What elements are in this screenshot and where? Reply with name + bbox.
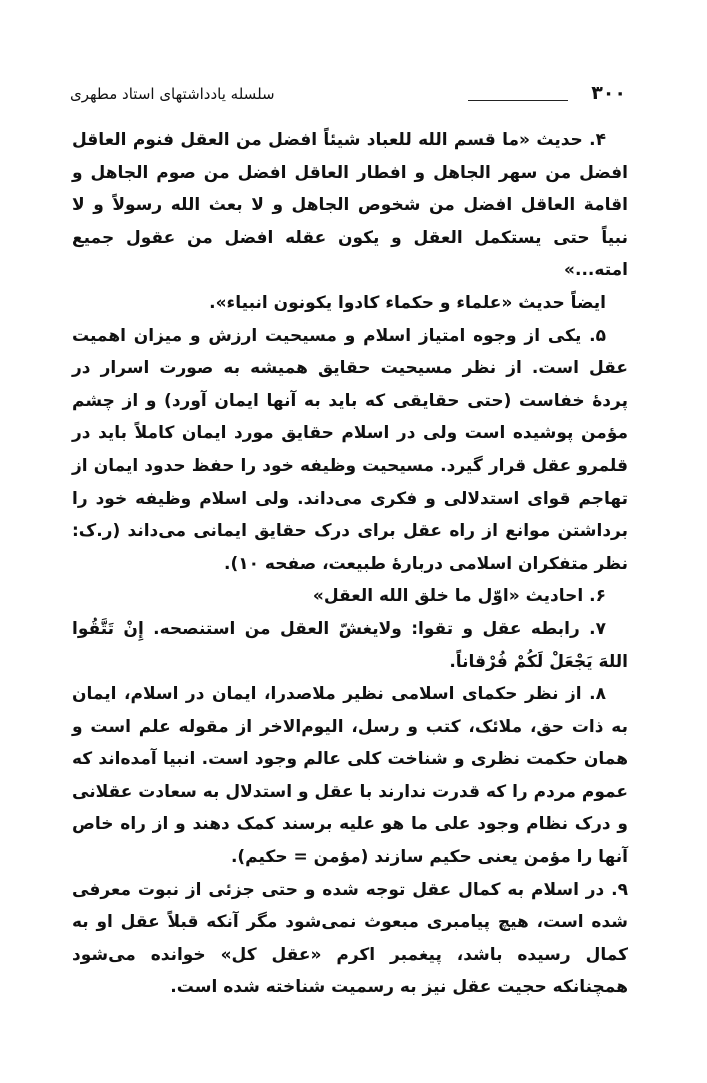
paragraph-item-4-hadith: ۴. حدیث «ما قسم الله للعباد شیئاً افضل من العقل فنوم العاقل افضل من سهر الجاهل و افطار العاقل افضل من صوم الجاهل و اقامة العاقل افضل من شخوص الجاهل و لا بعث الله رسولاً و لا نبیاً حتی یستکمل العقل و یکون عقله افضل من عقول جمیع امته...» bbox=[72, 130, 628, 281]
paragraph-item-9: ۹. در اسلام به کمال عقل توجه شده و حتی جزئی از نبوت معرفی شده است، هیچ پیامبری مبعوث نمی‌شود مگر آنکه قبلاً عقل او به کمال رسیده باشد، پیغمبر اکرم «عقل کل» خوانده می‌شود همچنانکه حجیت عقل نیز به رسمیت شناخته شده است. bbox=[72, 879, 628, 998]
paragraph-item-8: ۸. از نظر حکمای اسلامی نظیر ملاصدرا، ایمان در اسلام، ایمان به ذات حق، ملائک، کتب و رسل، الیوم‌الاخر از مقوله علم است و همان حکمت نظری و شناخت کلی عالم وجود است. انبیا آمده‌اند که عموم مردم را که قدرت ندارند با عقل و استدلال به سعادت عقلانی و درک نظام وجود علی ما هو علیه برسند کمک دهند و از راه خاص آنها را مؤمن یعنی حکیم سازند (مؤمن = حکیم). bbox=[72, 684, 628, 868]
page-number: ۳۰۰ bbox=[591, 82, 626, 104]
page-body bbox=[72, 124, 628, 1004]
paragraph-item-5: ۵. یکی از وجوه امتیاز اسلام و مسیحیت ارزش و میزان اهمیت عقل است. از نظر مسیحیت حقایق همیشه به صورت اسرار در پردهٔ خفاست (حتی حقایقی که باید به آنها ایمان آورد) و از چشم مؤمن پوشیده است ولی در اسلام حقایق مورد ایمان کاملاً باید در قلمرو عقل قرار گیرد. مسیحیت وظیفه خود را حفظ حدود ایمان از تهاجم قوای استدلالی و فکری می‌داند. ولی اسلام وظیفه خود را برداشتن موانع از راه عقل برای درک حقایق ایمانی می‌داند (ر.ک: نظر متفکران اسلامی دربارهٔ طبیعت، صفحه ۱۰). bbox=[72, 325, 628, 574]
page-header bbox=[70, 84, 626, 110]
header-rule bbox=[468, 100, 568, 101]
paragraph-item-6: ۶. احادیث «اوّل ما خلق الله العقل» bbox=[312, 586, 606, 607]
paragraph-item-4-also: ایضاً حدیث «علماء و حکماء کادوا یکونون انبیاء». bbox=[209, 292, 606, 313]
running-title: سلسله یادداشتهای استاد مطهری bbox=[70, 85, 275, 103]
paragraph-item-7: ۷. رابطه عقل و تقوا: ولایغشّ العقل من استنصحه. إِنْ تَتَّقُوا اللهَ یَجْعَلْ لَکُمْ فُرْقاناً. bbox=[72, 618, 628, 672]
